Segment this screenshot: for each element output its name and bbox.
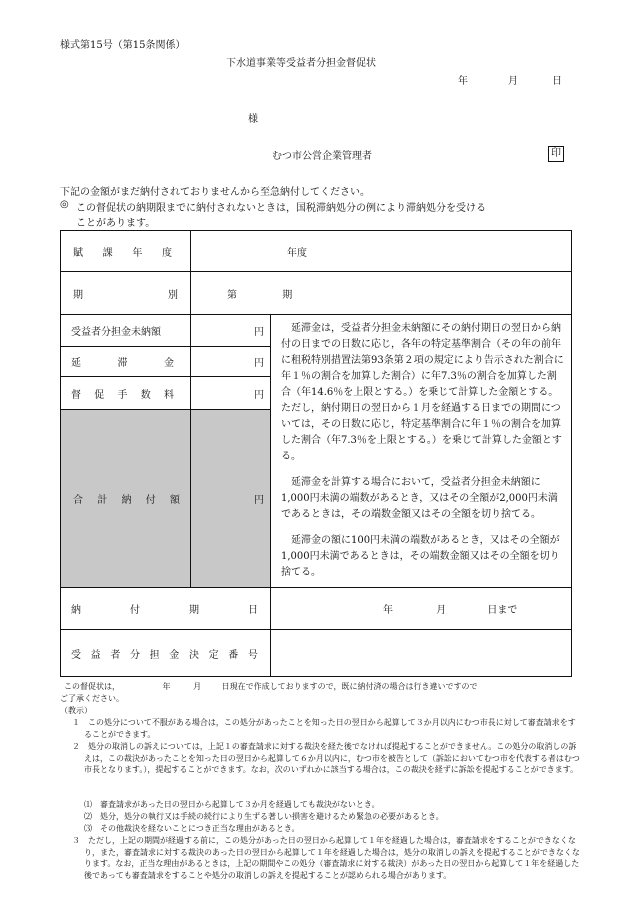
- reminder-fee-label: 督 促 手 数 料: [61, 377, 191, 410]
- instruction-3: ３ ただし，上記の期間が経過する前に，この処分があった日の翌日から起算して１年を経過した場合は，審査請求をすることができなくなり，また，審査請求に対する裁決のあった日の翌日から起算して１年を経過した場合は，処分の取消しの訴えを提起することができなくなります。なお，正当な理由があるときは，上記の期間やこの処分（審査請求に対する裁決）があった日の翌日から起算して１年を経過した後であっても審査請求をすることや処分の取消しの訴えを提起することが認められる場合があります。: [72, 836, 580, 880]
- unpaid-amount-yen: 円: [191, 315, 271, 347]
- date-month: 月: [508, 76, 518, 87]
- payment-table: [60, 230, 572, 677]
- instruction-heading: （教示）: [60, 706, 92, 715]
- seal-stamp: 印: [548, 146, 564, 162]
- instruction-2: ２ 処分の取消しの訴えについては，上記１の審査請求に対する裁決を経た後でなければ提起することができません。この処分の取消しの訴えは，この裁決があったことを知った日の翌日から起算して６か月以内に，むつ市を被告として（訴訟においてむつ市を代表する者はむつ市長となります。），提起することができます。なお，次のいずれかに該当する場合は，この裁決を経ずに訴訟を提起することができます。: [72, 742, 580, 774]
- late-fee-label: 延 滞 金: [61, 347, 191, 377]
- document-title: 下水道事業等受益者分担金督促状: [226, 58, 376, 69]
- date-day: 日: [552, 76, 562, 87]
- created-notice-line2: ご了承ください。: [60, 694, 124, 703]
- period-value: 第 期: [191, 272, 572, 315]
- date-year: 年: [458, 76, 468, 87]
- period-label: 期 別: [61, 272, 191, 315]
- warning-line-1: この督促状の納期限までに納付されないときは，国税滞納処分の例により滞納処分を受ける: [76, 203, 486, 214]
- fiscal-year-value: 年度: [191, 231, 572, 272]
- fiscal-year-label: 賦 課 年 度: [61, 231, 191, 272]
- total-amount-label: 合 計 納 付 額: [61, 410, 191, 588]
- addressee-suffix: 様: [248, 114, 258, 125]
- issuer-name: むつ市公営企業管理者: [272, 151, 372, 162]
- decision-number-label: 受 益 者 分 担 金 決 定 番 号: [61, 630, 271, 677]
- warning-line-2: ことがあります。: [76, 218, 156, 229]
- instruction-2-3: ⑶ その他裁決を経ないことにつき正当な理由があるとき。: [84, 824, 300, 833]
- instruction-2-1: ⑴ 審査請求があった日の翌日から起算して３か月を経過しても裁決がないとき。: [84, 800, 380, 809]
- late-fee-yen: 円: [191, 347, 271, 377]
- warning-mark: ◎: [60, 199, 69, 210]
- late-fee-notes: 延滞金は，受益者分担金未納額にその納付期日の翌日から納付の日までの日数に応じ，各年の特定基準割合（その年の前年に租税特別措置法第93条第２項の規定により告示された割合に年１％の割合を加算した割合）に年7.3％の割合を加算した割合（年14.6％を上限とする。）を乗じて計算した金額とする。ただし，納付期日の翌日から１月を経過する日までの期間については，その日数に応じ，特定基準割合に年１％の割合を加算した割合（年7.3％を上限とする。）を乗じて計算した金額とする。 延滞金を計算する場合において，受益者分担金未納額に1,000円未満の端数があるとき，又はその全額が2,000円未満であるときは，その端数金額又はその全額を切り捨てる。 延滞金の額に100円未満の端数があるとき，又はその全額が1,000円未満であるときは，その端数金額又はその全額を切り捨てる。: [271, 315, 572, 588]
- instruction-1: １ この処分について不服がある場合は，この処分があったことを知った日の翌日から起算して３か月以内にむつ市長に対して審査請求をすることができます。: [72, 718, 576, 739]
- unpaid-amount-label: 受益者分担金未納額: [61, 315, 191, 347]
- created-notice-line1: この督促状は， 年 月 日現在で作成しておりますので，既に納付済の場合は行き違いですので: [64, 682, 478, 691]
- due-date-value: 年 月 日まで: [271, 588, 572, 630]
- instruction-2-2: ⑵ 処分，処分の執行又は手続の続行により生ずる著しい損害を避けるため緊急の必要があるとき。: [84, 812, 444, 821]
- intro-text: 下記の金額がまだ納付されておりませんから至急納付してください。: [60, 187, 370, 198]
- due-date-label: 納 付 期 日: [61, 588, 271, 630]
- form-number: 様式第15号（第15条関係）: [60, 40, 186, 51]
- reminder-fee-yen: 円: [191, 377, 271, 410]
- decision-number-value: [271, 630, 572, 677]
- total-amount-yen: 円: [191, 410, 271, 588]
